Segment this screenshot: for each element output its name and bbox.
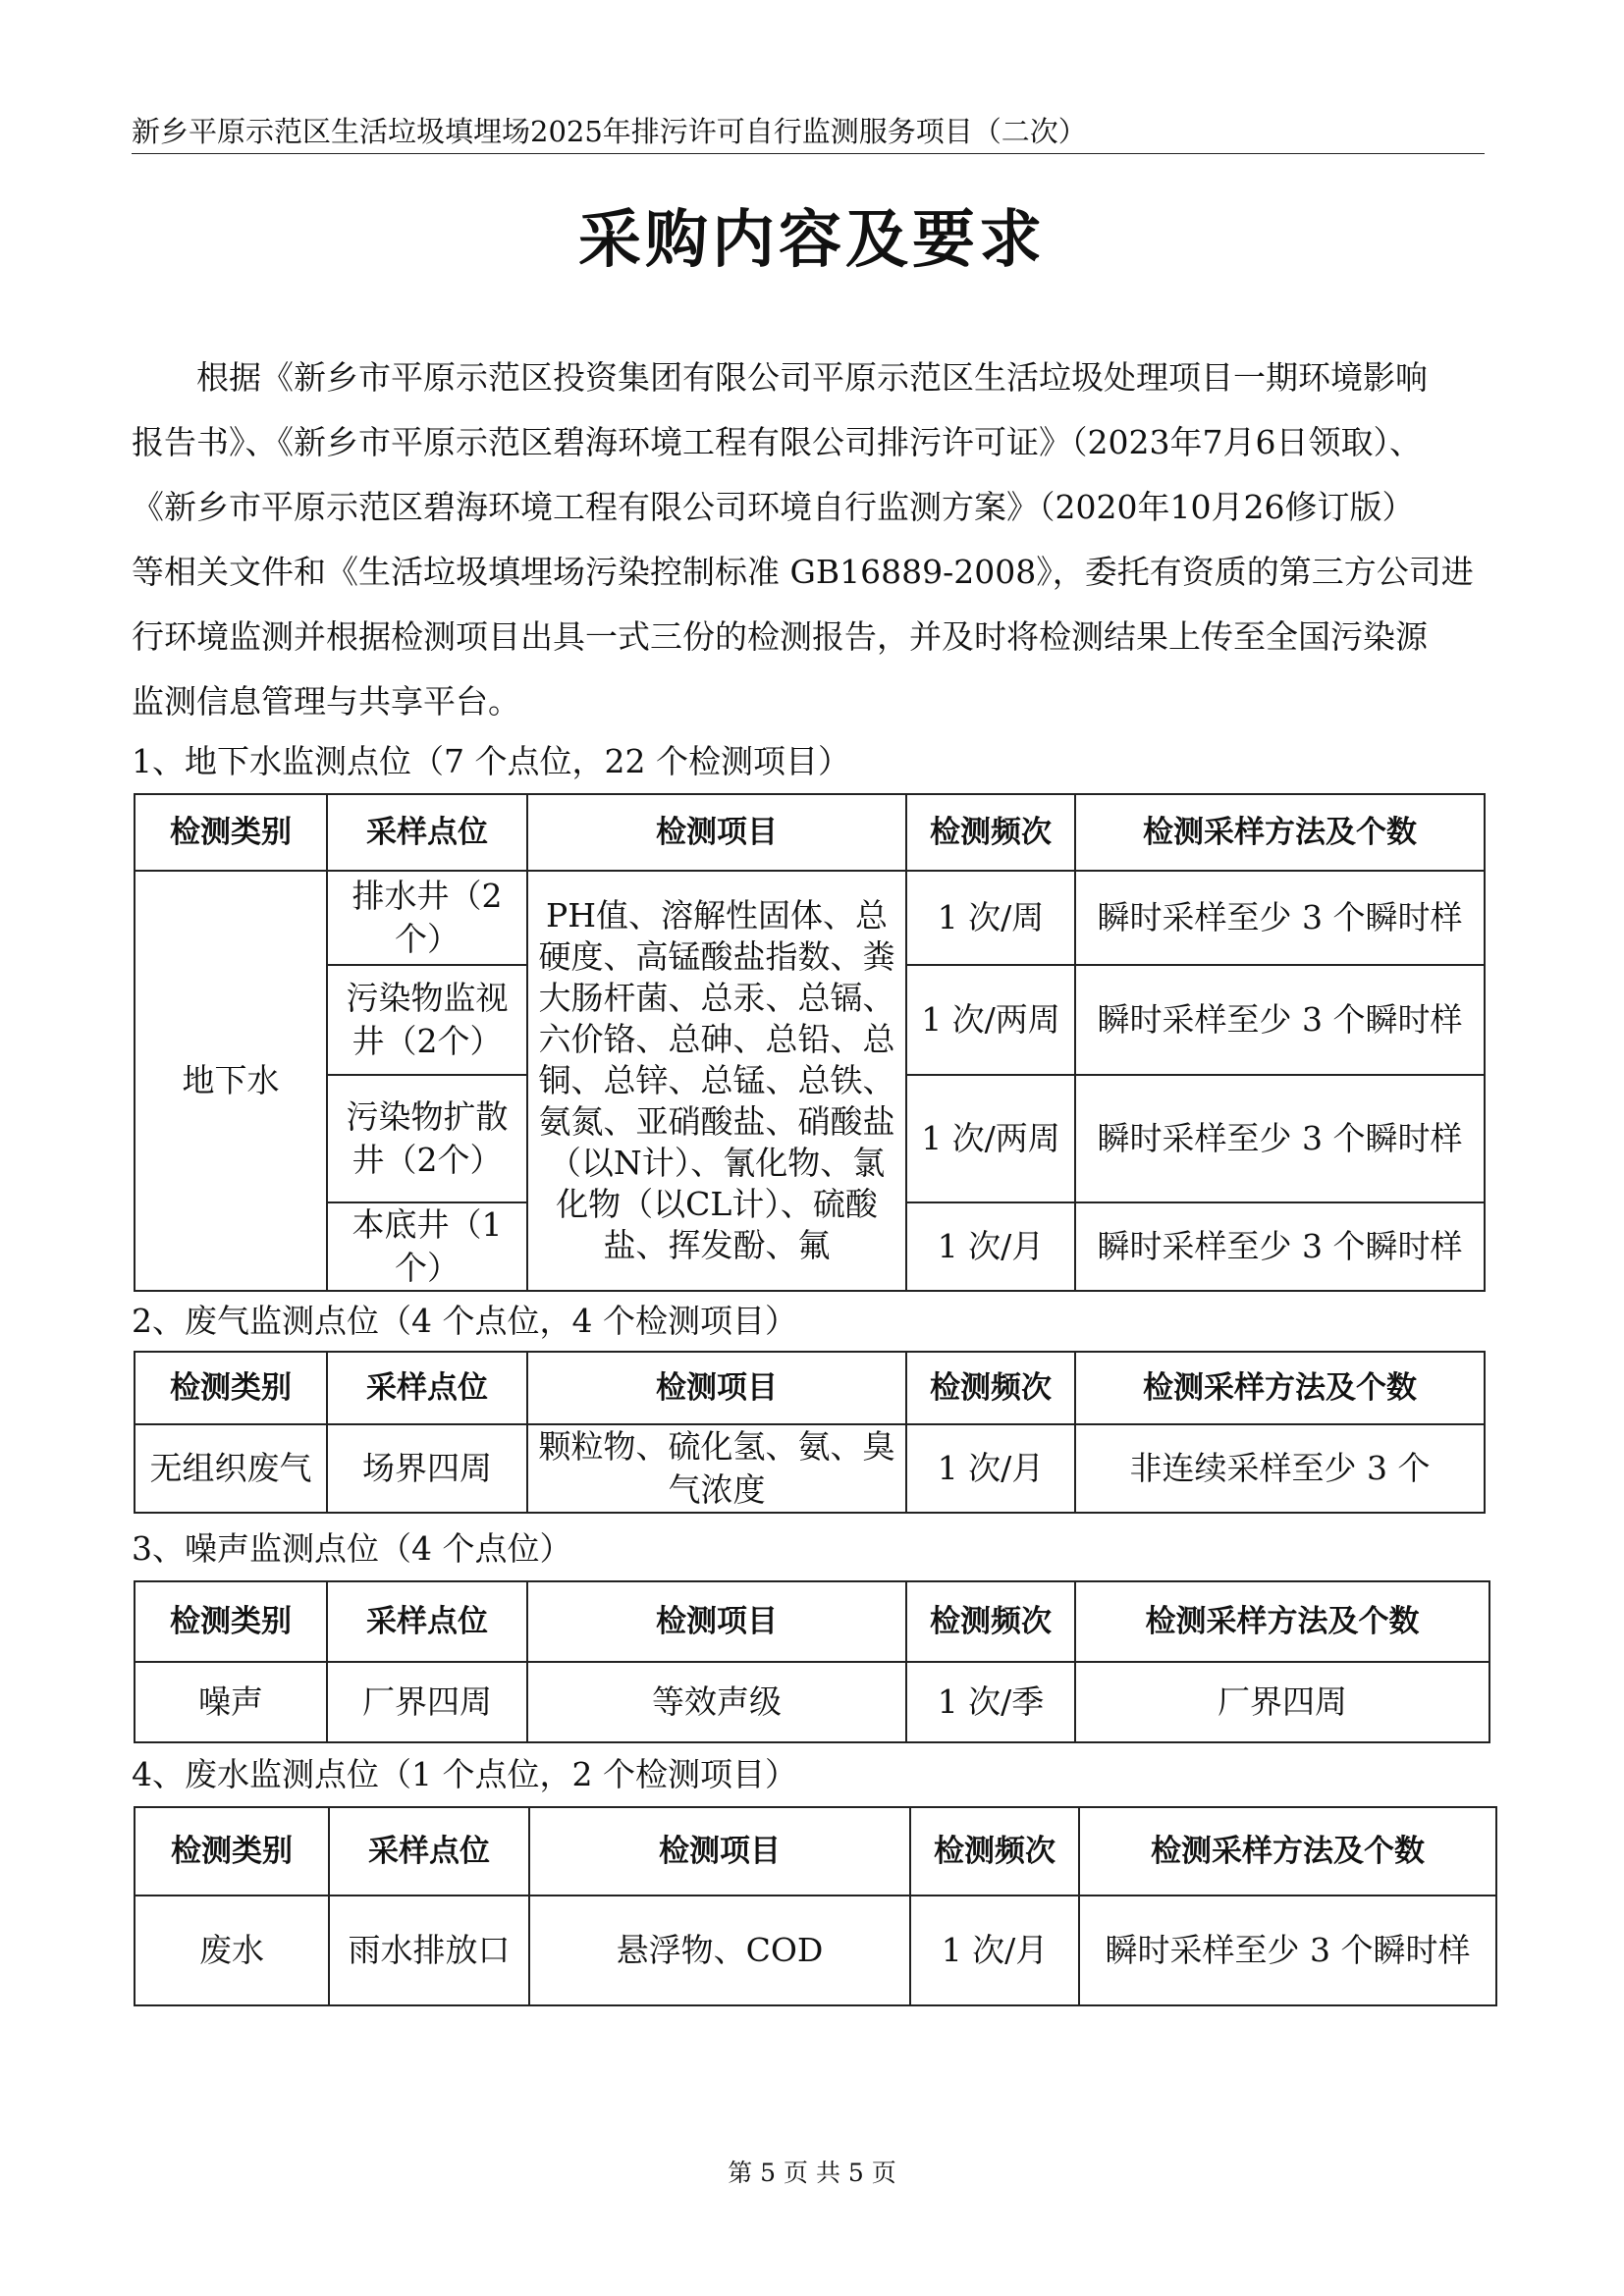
noise-table — [134, 1580, 1490, 1743]
header-category: 检测类别 — [135, 794, 327, 871]
cell-point: 污染物监视井（2个） — [327, 965, 527, 1075]
groundwater-table — [134, 793, 1486, 1292]
cell-category: 噪声 — [135, 1662, 327, 1742]
cell-items: 等效声级 — [527, 1662, 906, 1742]
cell-frequency: 1 次/两周 — [906, 965, 1075, 1075]
cell-point: 本底井（1个） — [327, 1202, 527, 1291]
cell-category: 废水 — [135, 1896, 329, 2005]
cell-point: 污染物扩散井（2个） — [327, 1075, 527, 1202]
cell-method: 瞬时采样至少 3 个瞬时样 — [1075, 871, 1485, 965]
section-title-groundwater: 1、地下水监测点位（7 个点位，22 个检测项目） — [132, 742, 850, 780]
intro-line: 报告书》、《新乡市平原示范区碧海环境工程有限公司排污许可证》（2023年7月6日领取）、 — [132, 423, 1422, 461]
header-point: 采样点位 — [327, 1581, 527, 1662]
cell-point: 厂界四周 — [327, 1662, 527, 1742]
table-header-row — [135, 794, 1485, 871]
header-items: 检测项目 — [529, 1807, 910, 1896]
cell-frequency: 1 次/月 — [910, 1896, 1079, 2005]
exhaust-table — [134, 1351, 1486, 1514]
cell-frequency: 1 次/季 — [906, 1662, 1075, 1742]
section-title-noise: 3、噪声监测点位（4 个点位） — [132, 1529, 572, 1568]
intro-line: 《新乡市平原示范区碧海环境工程有限公司环境自行监测方案》（2020年10月26修订版） — [132, 488, 1415, 526]
header-frequency: 检测频次 — [906, 1352, 1075, 1424]
header-method: 检测采样方法及个数 — [1075, 1581, 1489, 1662]
page-header: 新乡平原示范区生活垃圾填埋场2025年排污许可自行监测服务项目（二次） — [132, 112, 1485, 154]
cell-method: 厂界四周 — [1075, 1662, 1489, 1742]
cell-method: 瞬时采样至少 3 个瞬时样 — [1079, 1896, 1496, 2005]
table-row — [135, 871, 1485, 965]
table-header-row — [135, 1581, 1489, 1662]
table-row — [135, 1896, 1496, 2005]
cell-method: 瞬时采样至少 3 个瞬时样 — [1075, 965, 1485, 1075]
cell-method: 瞬时采样至少 3 个瞬时样 — [1075, 1202, 1485, 1291]
header-point: 采样点位 — [329, 1807, 529, 1896]
cell-point: 场界四周 — [327, 1424, 527, 1513]
cell-frequency: 1 次/周 — [906, 871, 1075, 965]
section-title-exhaust: 2、废气监测点位（4 个点位，4 个检测项目） — [132, 1302, 797, 1340]
header-frequency: 检测频次 — [906, 1581, 1075, 1662]
cell-frequency: 1 次/月 — [906, 1424, 1075, 1513]
cell-category: 无组织废气 — [135, 1424, 327, 1513]
wastewater-table — [134, 1806, 1497, 2006]
cell-point: 雨水排放口 — [329, 1896, 529, 2005]
header-method: 检测采样方法及个数 — [1075, 1352, 1485, 1424]
cell-point: 排水井（2个） — [327, 871, 527, 965]
header-category: 检测类别 — [135, 1352, 327, 1424]
cell-frequency: 1 次/两周 — [906, 1075, 1075, 1202]
section-title-wastewater: 4、废水监测点位（1 个点位，2 个检测项目） — [132, 1755, 797, 1793]
cell-frequency: 1 次/月 — [906, 1202, 1075, 1291]
page-title: 采购内容及要求 — [578, 204, 1046, 277]
table-header-row — [135, 1807, 1496, 1896]
cell-items: PH值、溶解性固体、总硬度、高锰酸盐指数、粪大肠杆菌、总汞、总镉、六价铬、总砷、总铅、总铜、总锌、总锰、总铁、氨氮、亚硝酸盐、硝酸盐（以N计）、氰化物、氯化物（以CL计）、硫酸盐、挥发酚、氟 — [527, 871, 906, 1291]
intro-paragraph — [132, 346, 1485, 734]
intro-line: 监测信息管理与共享平台。 — [132, 682, 520, 721]
header-point: 采样点位 — [327, 1352, 527, 1424]
cell-items: 悬浮物、COD — [529, 1896, 910, 2005]
table-header-row — [135, 1352, 1485, 1424]
header-frequency: 检测频次 — [906, 794, 1075, 871]
cell-items: 颗粒物、硫化氢、氨、臭气浓度 — [527, 1424, 906, 1513]
intro-line: 等相关文件和《生活垃圾填埋场污染控制标准 GB16889-2008》，委托有资质的第三方公司进 — [132, 553, 1474, 591]
intro-line: 根据《新乡市平原示范区投资集团有限公司平原示范区生活垃圾处理项目一期环境影响 — [196, 358, 1428, 397]
table-row — [135, 1424, 1485, 1513]
header-category: 检测类别 — [135, 1807, 329, 1896]
header-point: 采样点位 — [327, 794, 527, 871]
intro-line: 行环境监测并根据检测项目出具一式三份的检测报告，并及时将检测结果上传至全国污染源 — [132, 617, 1428, 656]
header-items: 检测项目 — [527, 1352, 906, 1424]
header-method: 检测采样方法及个数 — [1075, 794, 1485, 871]
header-items: 检测项目 — [527, 1581, 906, 1662]
cell-category: 地下水 — [135, 871, 327, 1291]
header-frequency: 检测频次 — [910, 1807, 1079, 1896]
header-method: 检测采样方法及个数 — [1079, 1807, 1496, 1896]
header-category: 检测类别 — [135, 1581, 327, 1662]
cell-method: 非连续采样至少 3 个 — [1075, 1424, 1485, 1513]
cell-method: 瞬时采样至少 3 个瞬时样 — [1075, 1075, 1485, 1202]
header-items: 检测项目 — [527, 794, 906, 871]
table-row — [135, 1662, 1489, 1742]
page-footer: 第 5 页 共 5 页 — [728, 2159, 896, 2187]
